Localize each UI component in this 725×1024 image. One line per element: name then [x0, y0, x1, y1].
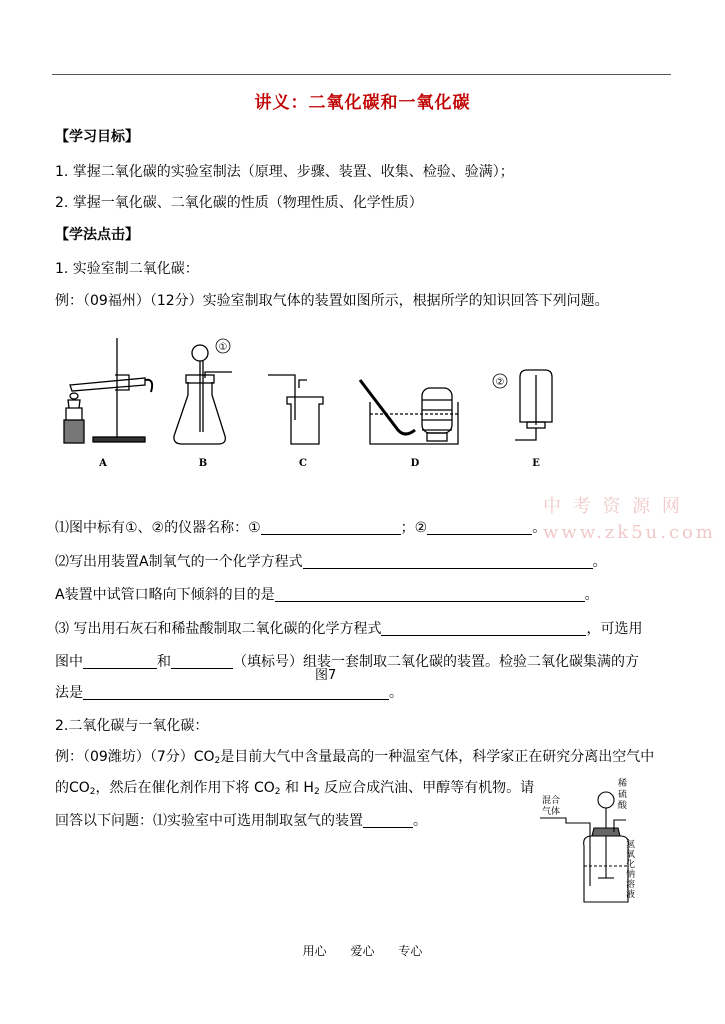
q1-mid: ；②: [400, 520, 428, 536]
method-heading: 【学法点击】: [55, 227, 139, 243]
q3b-and: 和: [157, 654, 171, 670]
acid-label-1: 稀: [618, 779, 628, 789]
answer-blank-3[interactable]: [303, 554, 593, 569]
ex2b-sub-2: 2: [274, 787, 281, 797]
ex2b-sub-3: 2: [313, 787, 320, 797]
ex2-a: 例：（09潍坊）（7分）CO: [55, 749, 215, 765]
header-rule: [52, 74, 671, 75]
q3b-text: 图中: [55, 654, 83, 670]
acid-label-3: 酸: [618, 801, 628, 811]
naoh-label-4: 钠: [626, 870, 636, 880]
watermark-cn: 中 考 资 源 网: [543, 496, 683, 517]
answer-blank-1[interactable]: [261, 520, 401, 535]
page-title: 讲义：二氧化碳和一氧化碳: [254, 93, 471, 113]
subsection-2: 2.二氧化碳与一氧化碳：: [55, 718, 209, 734]
label-a: A: [99, 458, 107, 469]
ex2c-end: 。: [413, 813, 427, 829]
subsection-1: 1. 实验室制二氧化碳：: [55, 261, 199, 277]
label-b: B: [198, 458, 208, 469]
q3-text: ⑶ 写出用石灰石和稀盐酸制取二氧化碳的化学方程式: [55, 621, 382, 637]
q3c-end: 。: [389, 685, 403, 701]
naoh-label-1: 氢: [626, 840, 636, 850]
goal-item-2: 2. 掌握一氧化碳、二氧化碳的性质（物理性质、化学性质）: [55, 195, 423, 211]
q3-end: ，可选用: [586, 621, 643, 637]
question-3: [55, 618, 642, 638]
ex2b-sub-1: 2: [89, 787, 96, 797]
q2b-text: A装置中试管口略向下倾斜的目的是: [55, 587, 275, 603]
label-c: C: [299, 458, 307, 469]
goals-heading: 【学习目标】: [55, 129, 139, 145]
q2-end: 。: [592, 554, 607, 570]
q2-text: ⑵写出用装置A制氧气的一个化学方程式: [55, 554, 303, 570]
answer-blank-7[interactable]: [171, 654, 233, 669]
ex2b-b: ，然后在催化剂作用下将 CO: [95, 780, 275, 796]
answer-blank-2[interactable]: [427, 520, 532, 535]
ex2-sub: 2: [214, 756, 221, 766]
naoh-label-5: 溶: [626, 880, 636, 890]
watermark-url: www.zk5u.com: [543, 522, 716, 543]
goal-item-1: 1. 掌握二氧化碳的实验室制法（原理、步骤、装置、收集、检验、验满）；: [55, 164, 514, 180]
question-3c: [55, 682, 403, 702]
ex2b-c: 和 H: [280, 780, 314, 796]
marker-2: ②: [495, 377, 505, 388]
example-2: [55, 746, 654, 766]
ex2-b: 是目前大气中含量最高的一种温室气体，科学家正在研究分离出空气中: [220, 749, 655, 765]
question-3b: [55, 651, 639, 671]
q1-end: 。: [532, 520, 547, 536]
separation-apparatus-figure: [538, 774, 678, 909]
example-2c: [55, 810, 427, 830]
q3c-text: 法是: [55, 685, 83, 701]
mixed-gas-label-2: 气体: [542, 807, 561, 817]
apparatus-figure: [55, 330, 575, 475]
figure-7-label: 图7: [315, 668, 337, 683]
ex2c-text: 回答以下问题：⑴实验室中可选用制取氢气的装置: [55, 813, 363, 829]
question-1: [55, 517, 546, 537]
example-2b: [55, 777, 534, 797]
naoh-label-2: 氧: [626, 850, 636, 860]
answer-blank-6[interactable]: [83, 654, 157, 669]
label-e: E: [532, 458, 540, 469]
question-2b: [55, 584, 599, 604]
question-2: [55, 551, 607, 571]
ex2b-d: 反应合成汽油、甲醇等有机物。请: [319, 780, 535, 796]
answer-blank-4[interactable]: [275, 587, 585, 602]
marker-1: ①: [218, 342, 228, 353]
ex2b-a: 的CO: [55, 780, 90, 796]
q2b-end: 。: [584, 587, 599, 603]
mixed-gas-label-1: 混合: [542, 796, 561, 806]
answer-blank-9[interactable]: [363, 813, 413, 828]
footer: 用心 爱心 专心: [302, 944, 423, 958]
acid-label-2: 硫: [618, 790, 628, 800]
answer-blank-8[interactable]: [83, 685, 389, 700]
example-1: 例：（09福州）（12分）实验室制取气体的装置如图所示，根据所学的知识回答下列问题。: [55, 293, 609, 309]
naoh-label-3: 化: [626, 860, 636, 870]
q1-text: ⑴图中标有①、②的仪器名称：①: [55, 520, 261, 536]
label-d: D: [410, 458, 420, 469]
q3b-post: （填标号）组装一套制取二氧化碳的装置。检验二氧化碳集满的方: [233, 654, 639, 670]
answer-blank-5[interactable]: [381, 621, 586, 636]
watermark: [543, 494, 716, 546]
naoh-label-6: 液: [626, 890, 636, 900]
